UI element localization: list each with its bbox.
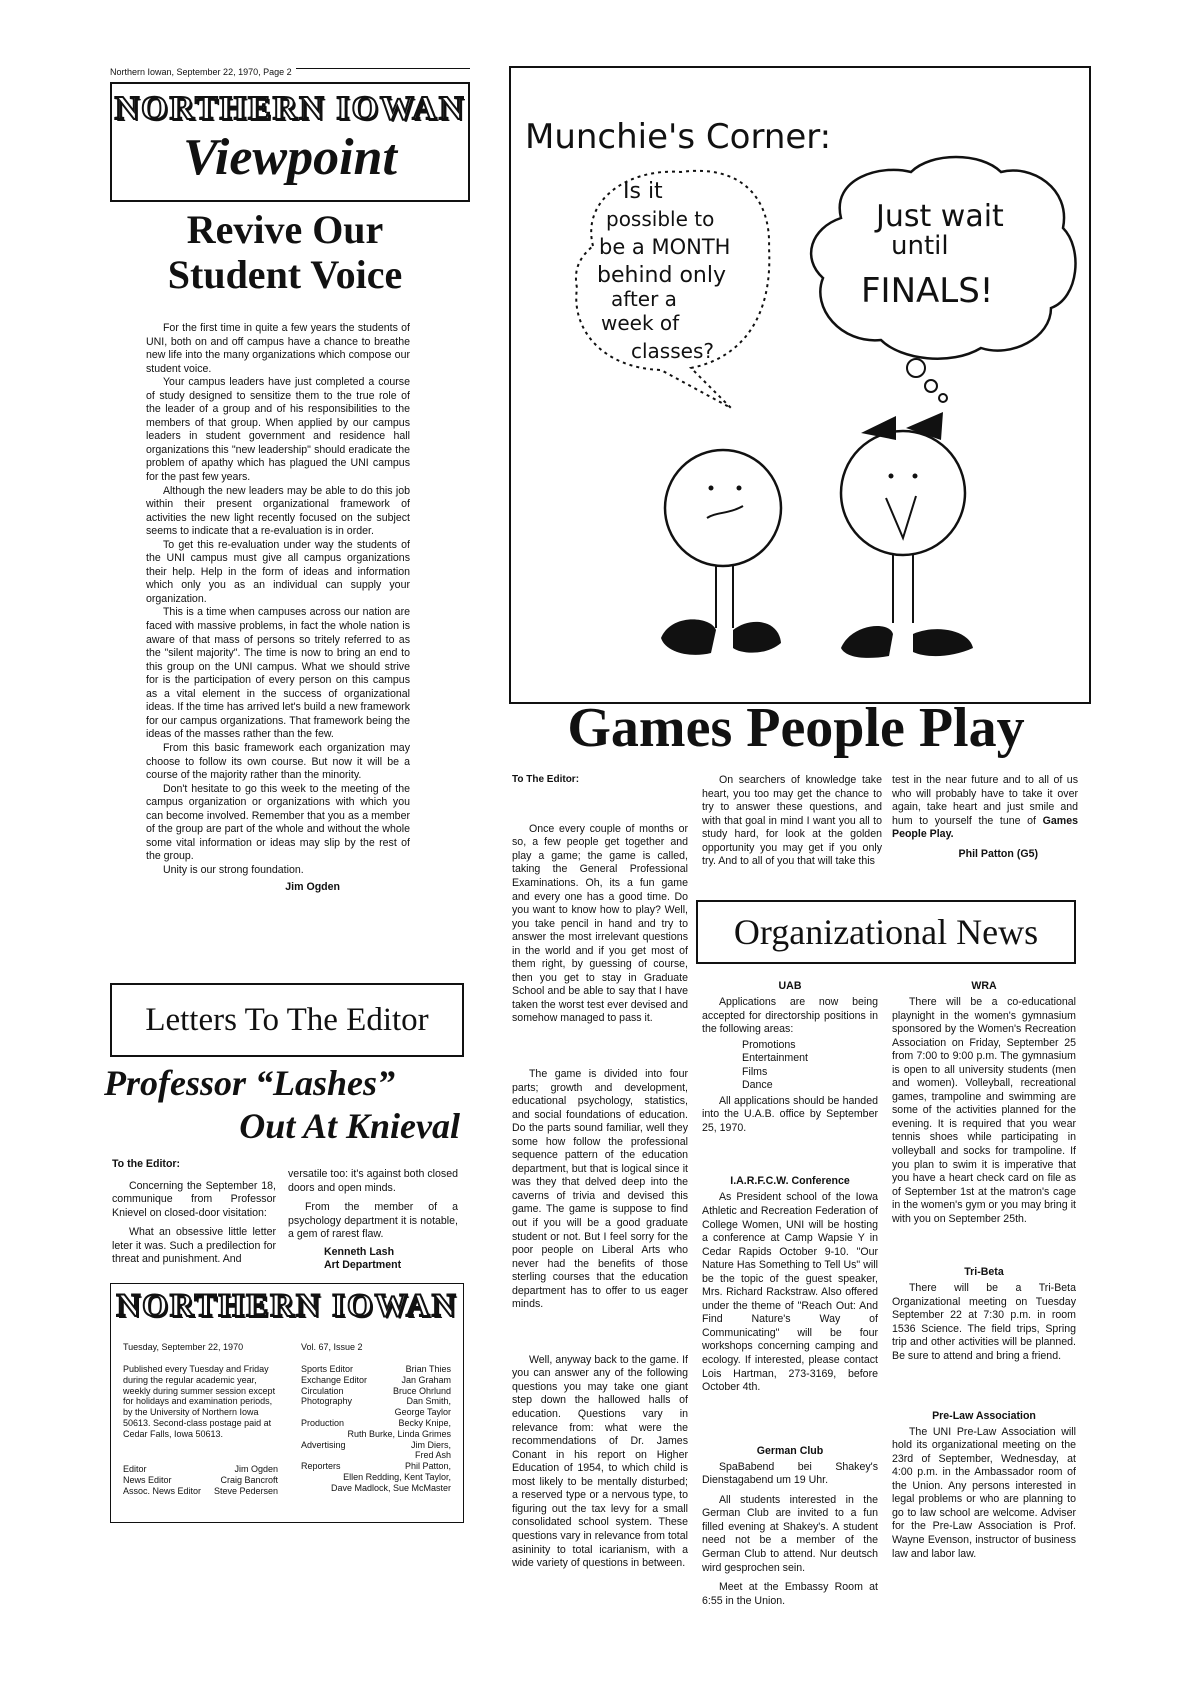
staffbox-nameplate: NORTHERN IOWAN [116, 1288, 458, 1324]
staff-name: Bruce Ohrlund [392, 1385, 451, 1396]
staff-row [301, 1440, 451, 1451]
staff-row [301, 1375, 451, 1386]
lash-col2 [288, 1168, 458, 1273]
bubble-left-line: classes? [631, 339, 714, 363]
staff-row [301, 1386, 451, 1397]
nameplate: NORTHERN IOWAN [114, 90, 466, 127]
iarfcw-body: As President school of the Iowa Athletic and Recreation Federation of College Women, UNI will be hosting a conference at Camp Wapsie Y in Cedar Rapids October 9-10. "Our Nature Has Something to Tell Us" will be the topic of the guest speaker, Mrs. Richard Rackstraw. Also offered under the theme of "Reach Out: And Find Nature's Way of Communicating" will be four workshops concerning camping and ecology. If interested, please contact Lois Hartman, 273-3169, before October 4th. [702, 1191, 878, 1394]
staff-name: Jim Ogden [234, 1464, 278, 1474]
thought-dot [907, 359, 925, 377]
staff-name: Phil Patton, [404, 1461, 451, 1472]
staffbox-publication-info: Published every Tuesday and Friday during the regular academic year, weekly during summer session except for holidays and examination periods, by the University of Northern Iowa 50613. Second-class postage paid at Cedar Falls, Iowa 50613. [123, 1364, 276, 1439]
lash-col1 [112, 1158, 276, 1267]
letters-banner-text: Letters To The Editor [145, 1001, 429, 1038]
staff-name: Ruth Burke, Linda Grimes [347, 1428, 451, 1439]
staffbox [110, 1283, 464, 1523]
german-paragraph: All students interested in the German Club are invited to a fun filled evening at Shakey's. A student need not be a member of the German Club to attend. Nur deutsch wird gesprochen sein. [702, 1493, 878, 1574]
editorial-paragraph: To get this re-evaluation under way the students of the UNI campus must give all campus organizations their help. Help in the form of ideas and information which only you as an individual can supply your organization. [146, 538, 410, 605]
staff-name: Ellen Redding, Kent Taylor, [343, 1471, 451, 1482]
games-signature: Phil Patton (G5) [958, 847, 1038, 860]
prelaw-heading: Pre-Law Association [932, 1409, 1036, 1422]
staff-role: Editor [123, 1464, 147, 1474]
staff-row [301, 1396, 451, 1407]
org-banner [696, 900, 1076, 964]
bubble-left-line: be a MONTH [599, 235, 731, 259]
bubble-left-line: behind only [597, 263, 726, 288]
staff-row [301, 1364, 451, 1375]
games-col3 [892, 774, 1078, 860]
staff-role: Exchange Editor [301, 1374, 368, 1385]
staff-role: Production [301, 1417, 345, 1428]
editorial-paragraph: Your campus leaders have just completed a course of study designed to sensitize them to the true role of the leader of a group and of his responsibilities to the members of that group. When applied by our campus leaders in student government and residence hall organizations this "new leadership" should eradicate the problem of apathy which has plagued the UNI campus for the past few years. [146, 376, 410, 484]
staff-row [301, 1418, 451, 1429]
bubble-left-line: possible to [606, 207, 715, 231]
uab-area: Films [742, 1065, 768, 1078]
org-banner-text: Organizational News [733, 912, 1039, 952]
character-left-shoe [661, 619, 716, 655]
staff-name: George Taylor [394, 1407, 451, 1418]
lash-headline [104, 1062, 460, 1148]
wra-body: There will be a co-educational playnight in the women's gymnasium sponsored by the Women's Recreation Association on Friday, September 25 from 7:00 to 9:00 p.m. The gymnasium is open to all university students (men and women). Volleyball, recreational games, trampoline and swimming are some of the activities planned for the evening. It is required that you wear tennis shoes while participating in volleyball and socks for trampoline. If you plan to swim it is imperative that you have a heart check card on file as of September 1st at the matron's cage in the women's gym or you may bring it with you on September 25th. [892, 996, 1076, 1225]
character-right-shoe [913, 629, 973, 656]
editorial-paragraph: For the first time in quite a few years the students of UNI, both on and off campus have a chance to breathe new life into the many organizations which compose our student voice. [146, 322, 410, 375]
editorial-body [146, 322, 410, 893]
editorial-paragraph: From this basic framework each organization may choose to follow its own course. But now it will be a course of the majority rather than the minority. [146, 741, 410, 782]
staff-row [123, 1475, 278, 1486]
staff-name: Dave Madlock, Sue McMaster [330, 1482, 451, 1493]
staff-name: Craig Bancroft [220, 1474, 278, 1485]
character-left-eye [737, 486, 742, 491]
editorial-paragraph: Don't hesitate to go this week to the meeting of the campus organization or organizations with which you can become involved. Remember that you as a member of the group are part of the whole and without the whole some vital information or ideas may slip by the rest of the group. [146, 782, 410, 863]
editorial-title-line2: Student Voice [167, 251, 403, 297]
games-col2 [702, 774, 882, 869]
character-right-eye [889, 474, 894, 479]
uab-areas [702, 1039, 878, 1093]
staff-row [123, 1486, 278, 1497]
german-heading: German Club [756, 1444, 824, 1457]
character-left-head [665, 450, 781, 566]
tribeta-body: There will be a Tri-Beta Organizational meeting on Tuesday September 22 at 7:30 p.m. in room 1536 Science. The field trips, Spring trip and other activities will be planned. Be sure to attend and bring a friend. [892, 1282, 1076, 1363]
staff-name: Jim Diers, [411, 1439, 451, 1450]
lash-paragraph: versatile too: it's against both closed doors and open minds. [288, 1168, 458, 1194]
staff-name: Jan Graham [401, 1374, 451, 1385]
german-paragraph: SpaBabend bei Shakey's Dienstagabend um 19 Uhr. [702, 1460, 878, 1487]
games-paragraph: The game is divided into four parts; growth and development, educational psychology, statistics, and social foundations of education. Do the parts sound familiar, well they some how follow the professional sequence pattern of the education department, but that is logical since it was they that delved deep into the caverns of trivia and devised this game. The game is suppose to find out if you will be a good graduate student or not. But I feel sorry for the poor people on Liberal Arts who never had the benefits of those sterling courses that the education department has to offer to us eager minds. [512, 1068, 688, 1311]
staffbox-right-staff [301, 1364, 451, 1494]
games-paragraph: test in the near future and to all of us who will probably have to take it over again, take heart and just smile and hum to yourself the tune of Games People Play. [892, 774, 1078, 841]
character-right-shoe [841, 626, 893, 658]
org-col-right [892, 980, 1076, 1561]
character-right-eye [913, 474, 918, 479]
staff-role: Advertising [301, 1439, 346, 1450]
bubble-right-line: until [891, 231, 949, 261]
lash-paragraph: From the member of a psychology department it is notable, a gem of rarest flaw. [288, 1201, 458, 1241]
editorial-title [110, 208, 460, 298]
lash-salutation: To the Editor: [112, 1158, 181, 1170]
character-left-eye [709, 486, 714, 491]
staffbox-left-staff [123, 1464, 278, 1496]
staff-name: Steve Pedersen [213, 1485, 278, 1496]
cartoon-title: Munchie's Corner: [525, 117, 832, 157]
staff-name: Fred Ash [414, 1450, 451, 1461]
editorial-paragraph: Although the new leaders may be able to do this job within their present organizational framework of activities the new light recently focused on the subject seems to indicate that a re-evaluation is in order. [146, 484, 410, 538]
games-paragraph: Once every couple of months or so, a few people get together and play a game; the game is called, taking the General Professional Examinations. Oh, its a fun game and every one has a good time. Do you want to know how to play? Well, you take pencil in hand and try to answer the most irrelevant questions in the world and if you get most of them right, by guessing of course, then you get to stay in Graduate School and be able to say that I have taken the worst test ever devised and somehow managed to pass it. [512, 822, 688, 1025]
lash-paragraph: Concerning the September 18, communique from Professor Knievel on closed-door visitation: [112, 1179, 276, 1219]
staffbox-volume: Vol. 67, Issue 2 [301, 1342, 363, 1352]
games-paragraph: On searchers of knowledge take heart, you too may get the chance to try to answer these questions, and with that goal in mind I want you all to study hard, for look at the golden opportunity you may get if you only try. And to all of you that will take this [702, 774, 882, 868]
iarfcw-heading: I.A.R.F.C.W. Conference [730, 1175, 850, 1188]
character-right-mouth [886, 496, 916, 538]
staff-role: News Editor [123, 1474, 172, 1485]
staff-name: Dan Smith, [406, 1396, 451, 1407]
staff-role: Circulation [301, 1385, 344, 1396]
thought-dot [939, 394, 947, 402]
bubble-right-line: FINALS! [861, 271, 994, 311]
editorial-paragraph: This is a time when campuses across our nation are faced with massive problems, in fact the whole nation is aware of that mass of persons so tritely referred to as the "silent majority". The time is now to bring an end to this group on the UNI campus. What we should strive for is the participation of every person on this campus as a vital element in the success of organizational ideas. If the time has arrived let's build a new framework for our campus organizations. That framework being the ideas of the masses rather than the few. [146, 606, 410, 741]
editorial-paragraph: Unity is our strong foundation. [162, 863, 304, 876]
thought-dot [925, 380, 937, 392]
lash-paragraph: What an obsessive little letter leter it was. Such a predilection for threat and punishment. And [112, 1226, 276, 1266]
staff-row [123, 1464, 278, 1475]
tribeta-heading: Tri-Beta [964, 1266, 1004, 1279]
character-left-mouth [707, 506, 743, 518]
staff-role: Sports Editor [301, 1364, 354, 1374]
games-paragraph: Well, anyway back to the game. If you can answer any of the following questions you may take one giant step down the hallowed halls of education. Questions vary in relevance from: what were the recommendations of Dr. James Conant in his report on Higher Education of 1954, to which child is most likely to be mentally disturbed; a reserved type or a nervous type, to figuring out the tax levy for a small consolidated school system. These questions vary in relevance from total asininity to total icarianism, with a wide variety of questions in between. [512, 1353, 688, 1570]
bubble-right-line: Just wait [876, 199, 1004, 234]
bubble-left-line: week of [601, 311, 680, 335]
editorial-signature: Jim Ogden [285, 881, 340, 894]
staff-name: Becky Knipe, [398, 1417, 451, 1428]
org-col-left [702, 980, 878, 1608]
uab-intro: Applications are now being accepted for directorship positions in the following areas: [702, 996, 878, 1036]
german-paragraph: Meet at the Embassy Room at 6:55 in the Union. [702, 1581, 878, 1607]
character-right-bowtie [861, 412, 943, 440]
uab-area: Entertainment [742, 1052, 808, 1065]
lash-signature-name: Kenneth Lash [324, 1245, 395, 1258]
folio-line [110, 62, 470, 76]
uab-area: Dance [742, 1079, 773, 1092]
games-salutation: To The Editor: [512, 774, 580, 785]
song-title: Games People Play. [892, 814, 1078, 841]
bubble-left-line: Is it [623, 179, 663, 204]
staffbox-date: Tuesday, September 22, 1970 [123, 1342, 244, 1352]
uab-area: Promotions [742, 1038, 796, 1051]
lash-headline-line2: Out At Knieval [239, 1106, 460, 1147]
lash-signature-dept: Art Department [324, 1259, 402, 1272]
folio-text: Northern Iowan, September 22, 1970, Page 2 [110, 67, 296, 77]
character-left-shoe [733, 622, 781, 653]
staff-role: Photography [301, 1396, 353, 1407]
staff-row [301, 1461, 451, 1472]
letters-banner [110, 983, 464, 1057]
lash-headline-line1: Professor “Lashes” [104, 1063, 396, 1103]
wra-heading: WRA [971, 980, 997, 992]
cartoon-drawing [511, 68, 1089, 702]
staff-name: Brian Thies [405, 1364, 451, 1374]
viewpoint-masthead [110, 82, 470, 202]
games-headline: Games People Play [567, 697, 1025, 759]
staff-role: Reporters [301, 1461, 341, 1472]
section-title: Viewpoint [183, 129, 397, 186]
editorial-title-line1: Revive Our [186, 207, 384, 252]
prelaw-body: The UNI Pre-Law Association will hold its organizational meeting on the 23rd of September, Wednesday, at 4:00 p.m. in the Ambassador room of the Union. Any persons interested in legal problems or who are planning to go to law school are welcome. Adviser for the Pre-Law Association is Prof. Wayne Evenson, instructor of business law and labor law. [892, 1425, 1076, 1560]
cartoon-panel [509, 66, 1091, 704]
bubble-left-line: after a [611, 287, 677, 311]
uab-outro: All applications should be handed into the U.A.B. office by September 25, 1970. [702, 1094, 878, 1134]
games-col1 [512, 774, 688, 1571]
uab-heading: UAB [778, 980, 802, 992]
staff-role: Assoc. News Editor [123, 1485, 202, 1496]
